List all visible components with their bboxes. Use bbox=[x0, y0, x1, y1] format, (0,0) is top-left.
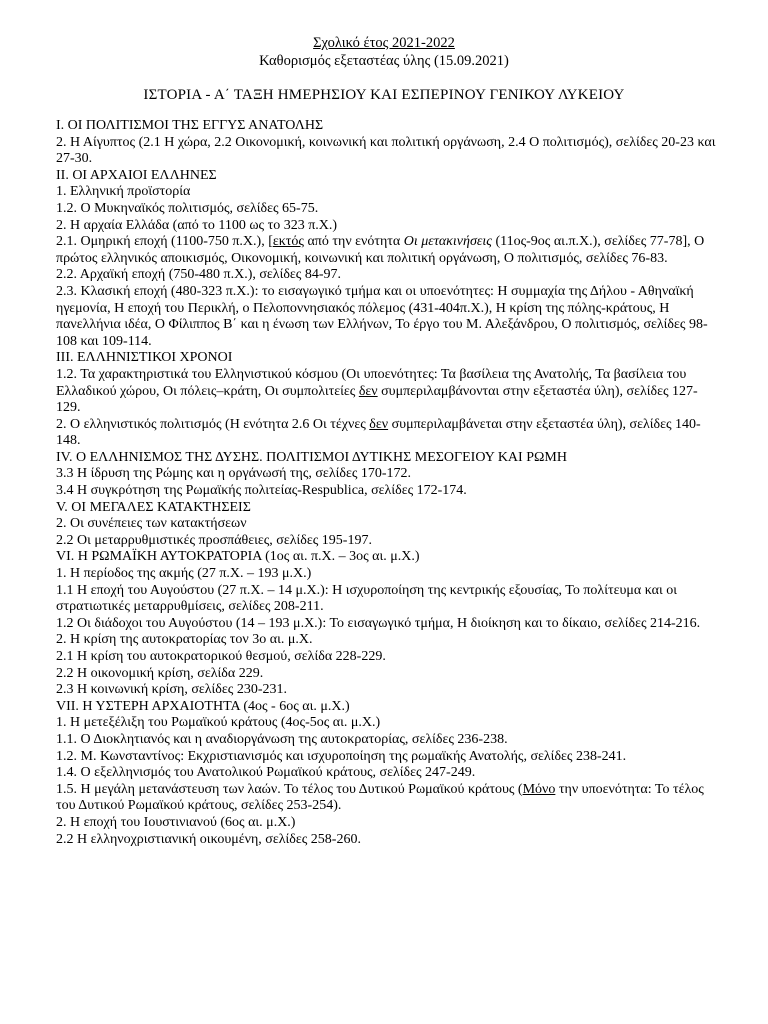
line-text: 1. Η περίοδος της ακμής (27 π.Χ. – 193 μ.Χ.) bbox=[56, 566, 312, 582]
section-heading bbox=[56, 500, 716, 517]
list-item bbox=[56, 749, 716, 766]
list-item bbox=[56, 533, 716, 550]
line-text: 1.2. Μ. Κωνσταντίνος: Εκχριστιανισμός και ισχυροποίηση της ρωμαϊκής Ανατολής, σελίδες 238-241. bbox=[56, 748, 627, 764]
line-text: 1.4. Ο εξελληνισμός του Ανατολικού Ρωμαϊκού κράτους, σελίδες 247-249. bbox=[56, 765, 476, 781]
line-text: 1.2. Ο Μυκηναϊκός πολιτισμός, σελίδες 65-75. bbox=[56, 200, 319, 216]
line-text: συμπεριλαμβάνεται στην εξεταστέα ύλη), σελίδες 140-148. bbox=[56, 416, 701, 449]
list-item bbox=[56, 765, 716, 782]
list-item bbox=[56, 616, 716, 633]
list-item bbox=[56, 782, 716, 815]
underlined-text: Μόνο bbox=[522, 781, 556, 797]
list-item bbox=[56, 483, 716, 500]
line-text: 2. Η εποχή του Ιουστινιανού (6ος αι. μ.Χ.) bbox=[56, 814, 296, 830]
line-text: από την ενότητα bbox=[303, 234, 404, 250]
line-text: I. ΟΙ ΠΟΛΙΤΙΣΜΟΙ ΤΗΣ ΕΓΓΥΣ ΑΝΑΤΟΛΗΣ bbox=[56, 118, 324, 133]
list-item bbox=[56, 284, 716, 350]
section-heading bbox=[56, 350, 716, 367]
underlined-text: εκτός bbox=[272, 234, 304, 250]
list-item bbox=[56, 234, 716, 267]
list-item bbox=[56, 367, 716, 417]
list-item bbox=[56, 632, 716, 649]
list-item bbox=[56, 201, 716, 218]
line-text: την υποενότητα: Το τέλος του Δυτικού Ρωμαϊκού κράτους, σελίδες 253-254). bbox=[56, 781, 704, 814]
line-text: 1. Ελληνική προϊστορία bbox=[56, 184, 191, 200]
line-text: 2.2 Η οικονομική κρίση, σελίδα 229. bbox=[56, 665, 264, 681]
line-text: 1.2 Οι διάδοχοι του Αυγούστου (14 – 193 μ.Χ.): Το εισαγωγικό τμήμα, Η διοίκηση και το δίκαιο, σελίδες 214-216. bbox=[56, 615, 701, 631]
section-heading bbox=[56, 549, 716, 566]
list-item bbox=[56, 218, 716, 235]
list-item bbox=[56, 682, 716, 699]
line-text: V. ΟΙ ΜΕΓΑΛΕΣ ΚΑΤΑΚΤΗΣΕΙΣ bbox=[56, 499, 251, 515]
line-text: III. ΕΛΛΗΝΙΣΤΙΚΟΙ ΧΡΟΝΟΙ bbox=[56, 350, 233, 366]
list-item bbox=[56, 184, 716, 201]
line-text: 2. Οι συνέπειες των κατακτήσεων bbox=[56, 516, 247, 532]
line-text: 2.2 Η ελληνοχριστιανική οικουμένη, σελίδες 258-260. bbox=[56, 831, 361, 847]
subtitle: Καθορισμός εξεταστέας ύλης (15.09.2021) bbox=[259, 53, 509, 69]
line-text: 1.2. Τα χαρακτηριστικά του Ελληνιστικού κόσμου (Οι υποενότητες: Τα βασίλεια της Ανατολής, Τα βασίλεια του Ελλαδικού χώρου, Οι πόλεις–κράτη, Οι συμπολιτείες bbox=[56, 366, 687, 399]
section-heading bbox=[56, 450, 716, 467]
list-item bbox=[56, 516, 716, 533]
list-item bbox=[56, 649, 716, 666]
italic-text: Οι μετακινήσεις bbox=[403, 234, 492, 250]
underlined-text: δεν bbox=[369, 416, 389, 432]
page-title: ΙΣΤΟΡΙΑ - Α΄ ΤΑΞΗ ΗΜΕΡΗΣΙΟΥ ΚΑΙ ΕΣΠΕΡΙΝΟΥ ΓΕΝΙΚΟΥ ΛΥΚΕΙΟΥ bbox=[143, 87, 625, 103]
underlined-text: δεν bbox=[358, 383, 378, 399]
list-item bbox=[56, 715, 716, 732]
line-text: 1. Η μετεξέλιξη του Ρωμαϊκού κράτους (4ος-5ος αι. μ.Χ.) bbox=[56, 715, 381, 731]
school-year: Σχολικό έτος 2021-2022 bbox=[313, 35, 455, 51]
line-text: 3.4 Η συγκρότηση της Ρωμαϊκής πολιτείας-Respublica, σελίδες 172-174. bbox=[56, 483, 467, 499]
section-heading bbox=[56, 118, 716, 135]
list-item bbox=[56, 583, 716, 616]
list-item bbox=[56, 832, 716, 849]
line-text: 3.3 Η ίδρυση της Ρώμης και η οργάνωσή της, σελίδες 170-172. bbox=[56, 466, 412, 482]
line-text: (11ος-9ος αι.π.Χ.), σελίδες 77-78], Ο πρώτος ελληνικός αποικισμός, Οικονομική, κοινωνική και πολιτική οργάνωση, Ο πολιτισμός, σελίδες 76-83. bbox=[56, 234, 705, 266]
line-text: VII. Η ΥΣΤΕΡΗ ΑΡΧΑΙΟΤΗΤΑ (4ος - 6ος αι. μ.Χ.) bbox=[56, 698, 350, 714]
line-text: 2.1. Ομηρική εποχή (1100-750 π.Χ.), [ bbox=[56, 234, 273, 250]
line-text: 2. Η Αίγυπτος (2.1 Η χώρα, 2.2 Οικονομική, κοινωνική και πολιτική οργάνωση, 2.4 Ο πολιτισμός), σελίδες 20-23 και 27-30. bbox=[56, 134, 716, 167]
line-text: 2. Η αρχαία Ελλάδα (από το 1100 ως το 323 π.Χ.) bbox=[56, 217, 338, 233]
line-text: II. ΟΙ ΑΡΧΑΙΟΙ ΕΛΛΗΝΕΣ bbox=[56, 167, 217, 183]
line-text: VI. Η ΡΩΜΑΪΚΗ ΑΥΤΟΚΡΑΤΟΡΙΑ (1ος αι. π.Χ. – 3ος αι. μ.Χ.) bbox=[56, 549, 420, 565]
list-item bbox=[56, 815, 716, 832]
line-text: 2.3 Η κοινωνική κρίση, σελίδες 230-231. bbox=[56, 682, 287, 698]
line-text: 2.2. Αρχαϊκή εποχή (750-480 π.Χ.), σελίδες 84-97. bbox=[56, 267, 342, 283]
list-item bbox=[56, 417, 716, 450]
section-heading bbox=[56, 168, 716, 185]
list-item bbox=[56, 466, 716, 483]
list-item bbox=[56, 566, 716, 583]
line-text: IV. Ο ΕΛΛΗΝΙΣΜΟΣ ΤΗΣ ΔΥΣΗΣ. ΠΟΛΙΤΙΣΜΟΙ ΔΥΤΙΚΗΣ ΜΕΣΟΓΕΙΟΥ ΚΑΙ ΡΩΜΗ bbox=[56, 449, 567, 465]
line-text: 1.1 Η εποχή του Αυγούστου (27 π.Χ. – 14 μ.Χ.): Η ισχυροποίηση της κεντρικής εξουσίας, Το πολίτευμα και οι στρατιωτικές μεταρρυθμίσεις, σελίδες 208-211. bbox=[56, 582, 678, 615]
line-text: 2. Ο ελληνιστικός πολιτισμός (Η ενότητα 2.6 Οι τέχνες bbox=[56, 416, 370, 432]
line-text: 1.1. Ο Διοκλητιανός και η αναδιοργάνωση της αυτοκρατορίας, σελίδες 236-238. bbox=[56, 731, 508, 747]
line-text: 2.2 Οι μεταρρυθμιστικές προσπάθειες, σελίδες 195-197. bbox=[56, 532, 372, 548]
section-heading bbox=[56, 699, 716, 716]
list-item bbox=[56, 666, 716, 683]
line-text: 1.5. Η μεγάλη μετανάστευση των λαών. Το τέλος του Δυτικού Ρωμαϊκού κράτους ( bbox=[56, 781, 523, 797]
list-item bbox=[56, 267, 716, 284]
line-text: συμπεριλαμβάνονται στην εξεταστέα ύλη), σελίδες 127-129. bbox=[56, 383, 698, 416]
list-item bbox=[56, 135, 716, 168]
list-item bbox=[56, 732, 716, 749]
document-body bbox=[56, 118, 716, 848]
line-text: 2.3. Κλασική εποχή (480-323 π.Χ.): το εισαγωγικό τμήμα και οι υποενότητες: Η συμμαχία της Δήλου - Αθηναϊκή ηγεμονία, Η εποχή του Περικλή, ο Πελοποννησιακός πόλεμος (431-404π.Χ.), Η κρίση της πόλης-κράτους, Η πανελλήνια ιδέα, Ο Φίλιππος Β΄ και η ένωση των Ελλήνων, Το έργο του Μ. Αλεξάνδρου, Ο πολιτισμός, σελίδες 98-108 και 109-114. bbox=[56, 283, 708, 349]
line-text: 2. Η κρίση της αυτοκρατορίας τον 3ο αι. μ.Χ. bbox=[56, 632, 313, 648]
line-text: 2.1 Η κρίση του αυτοκρατορικού θεσμού, σελίδα 228-229. bbox=[56, 649, 386, 664]
